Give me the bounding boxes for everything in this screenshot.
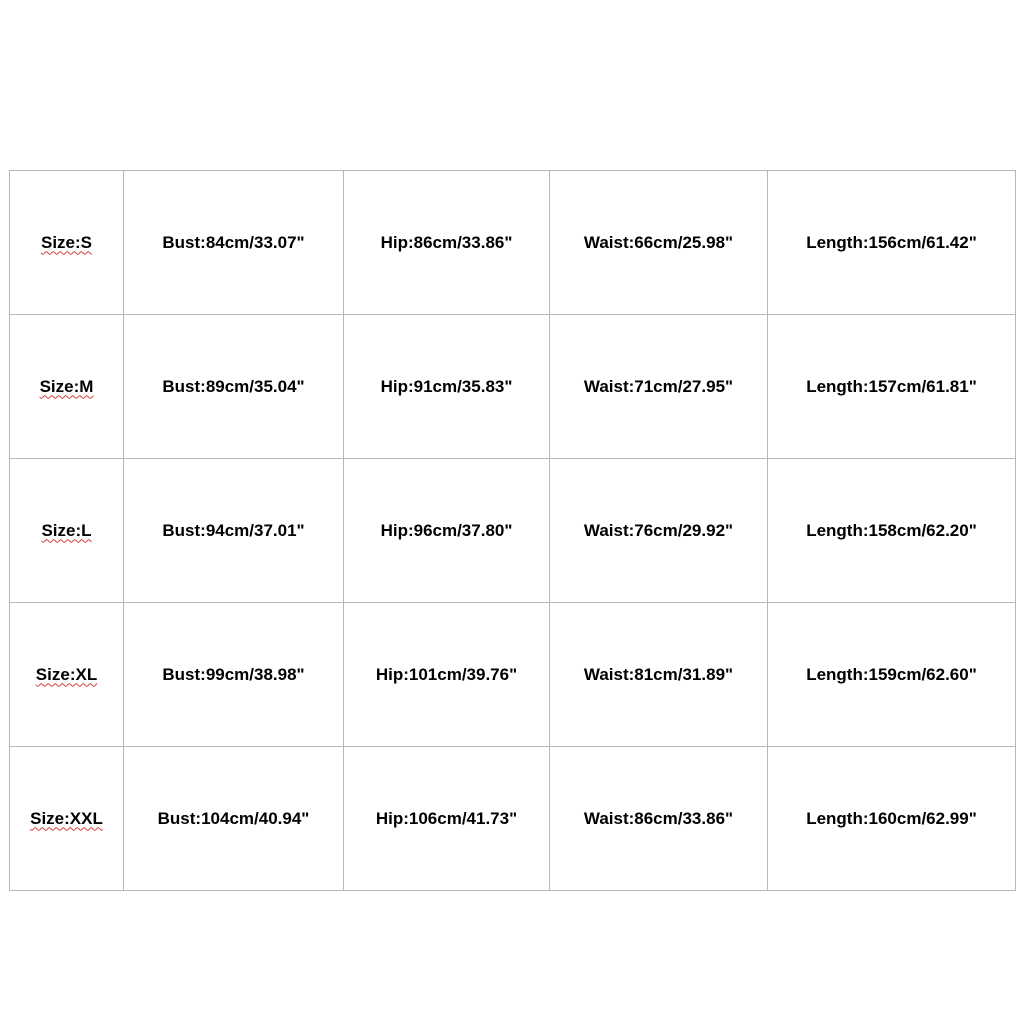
length-cell: Length:160cm/62.99" (768, 747, 1016, 891)
waist-cell: Waist:76cm/29.92" (550, 459, 768, 603)
size-label: Size:S (40, 232, 93, 252)
bust-cell: Bust:104cm/40.94" (124, 747, 344, 891)
waist-cell: Waist:86cm/33.86" (550, 747, 768, 891)
size-label: Size:L (41, 520, 92, 540)
size-cell (10, 315, 124, 459)
hip-cell: Hip:106cm/41.73" (344, 747, 550, 891)
table-row (10, 315, 1016, 459)
bust-cell: Bust:99cm/38.98" (124, 603, 344, 747)
size-cell (10, 747, 124, 891)
size-label: Size:XL (35, 664, 98, 684)
size-label: Size:XXL (30, 808, 103, 828)
length-cell: Length:158cm/62.20" (768, 459, 1016, 603)
bust-cell: Bust:94cm/37.01" (124, 459, 344, 603)
waist-cell: Waist:71cm/27.95" (550, 315, 768, 459)
hip-cell: Hip:86cm/33.86" (344, 171, 550, 315)
waist-cell: Waist:81cm/31.89" (550, 603, 768, 747)
bust-cell: Bust:84cm/33.07" (124, 171, 344, 315)
hip-cell: Hip:91cm/35.83" (344, 315, 550, 459)
size-cell (10, 603, 124, 747)
size-cell (10, 171, 124, 315)
table-row (10, 459, 1016, 603)
size-label: Size:M (39, 376, 94, 396)
length-cell: Length:157cm/61.81" (768, 315, 1016, 459)
table-row (10, 747, 1016, 891)
waist-cell: Waist:66cm/25.98" (550, 171, 768, 315)
table-row (10, 171, 1016, 315)
hip-cell: Hip:101cm/39.76" (344, 603, 550, 747)
table-row (10, 603, 1016, 747)
length-cell: Length:159cm/62.60" (768, 603, 1016, 747)
bust-cell: Bust:89cm/35.04" (124, 315, 344, 459)
length-cell: Length:156cm/61.42" (768, 171, 1016, 315)
hip-cell: Hip:96cm/37.80" (344, 459, 550, 603)
size-chart-table (9, 170, 1016, 891)
size-cell (10, 459, 124, 603)
